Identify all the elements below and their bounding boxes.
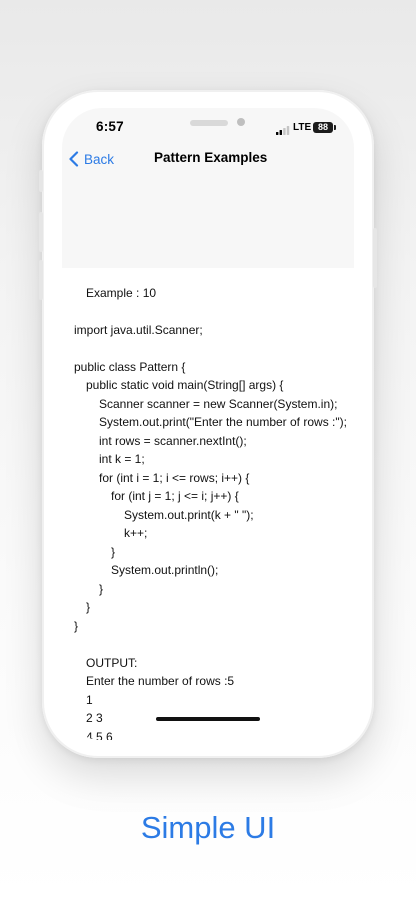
output-label: OUTPUT: bbox=[86, 656, 138, 670]
code-line: int k = 1; bbox=[99, 452, 145, 466]
caption: Simple UI bbox=[140, 810, 276, 845]
page-title: Pattern Examples bbox=[154, 150, 268, 165]
back-label: Back bbox=[84, 151, 115, 167]
status-time: 6:57 bbox=[96, 119, 124, 134]
code-line: import java.util.Scanner; bbox=[74, 323, 203, 337]
code-line: } bbox=[86, 600, 91, 614]
signal-bars-icon bbox=[276, 126, 290, 135]
back-button[interactable] bbox=[68, 148, 114, 170]
mute-switch bbox=[39, 170, 43, 192]
home-indicator[interactable] bbox=[156, 717, 260, 721]
battery-level: 88 bbox=[317, 122, 328, 132]
output-line: 4 5 6 bbox=[86, 730, 113, 740]
output-line: Enter the number of rows :5 bbox=[86, 674, 235, 688]
code-line: System.out.print(k + " "); bbox=[124, 508, 254, 522]
code-line: public class Pattern { bbox=[74, 360, 186, 374]
phone-frame bbox=[42, 90, 374, 758]
front-camera bbox=[237, 118, 245, 126]
code-line: for (int i = 1; i <= rows; i++) { bbox=[99, 471, 250, 485]
chevron-left-icon bbox=[68, 151, 79, 167]
code-line: Scanner scanner = new Scanner(System.in); bbox=[99, 397, 338, 411]
output-line: 2 3 bbox=[86, 711, 103, 725]
code-line: public static void main(String[] args) { bbox=[86, 378, 284, 392]
screen bbox=[62, 108, 354, 740]
power-button bbox=[373, 228, 377, 288]
network-label: LTE bbox=[293, 122, 312, 133]
speaker-grille bbox=[190, 120, 228, 126]
battery-nub bbox=[334, 125, 336, 130]
volume-down-button bbox=[39, 260, 43, 300]
code-content[interactable] bbox=[62, 268, 354, 740]
top-bar bbox=[62, 108, 354, 269]
code-line: } bbox=[99, 582, 104, 596]
code-line: int rows = scanner.nextInt(); bbox=[99, 434, 247, 448]
output-line: 1 bbox=[86, 693, 93, 707]
code-line: k++; bbox=[124, 526, 148, 540]
code-line: System.out.println(); bbox=[111, 563, 219, 577]
code-line: } bbox=[74, 619, 79, 633]
code-line: for (int j = 1; j <= i; j++) { bbox=[111, 489, 239, 503]
code-line: } bbox=[111, 545, 116, 559]
volume-up-button bbox=[39, 212, 43, 252]
code-line: System.out.print("Enter the number of rows :"); bbox=[99, 415, 347, 429]
battery-icon bbox=[313, 122, 333, 133]
code-line: Example : 10 bbox=[86, 286, 157, 300]
